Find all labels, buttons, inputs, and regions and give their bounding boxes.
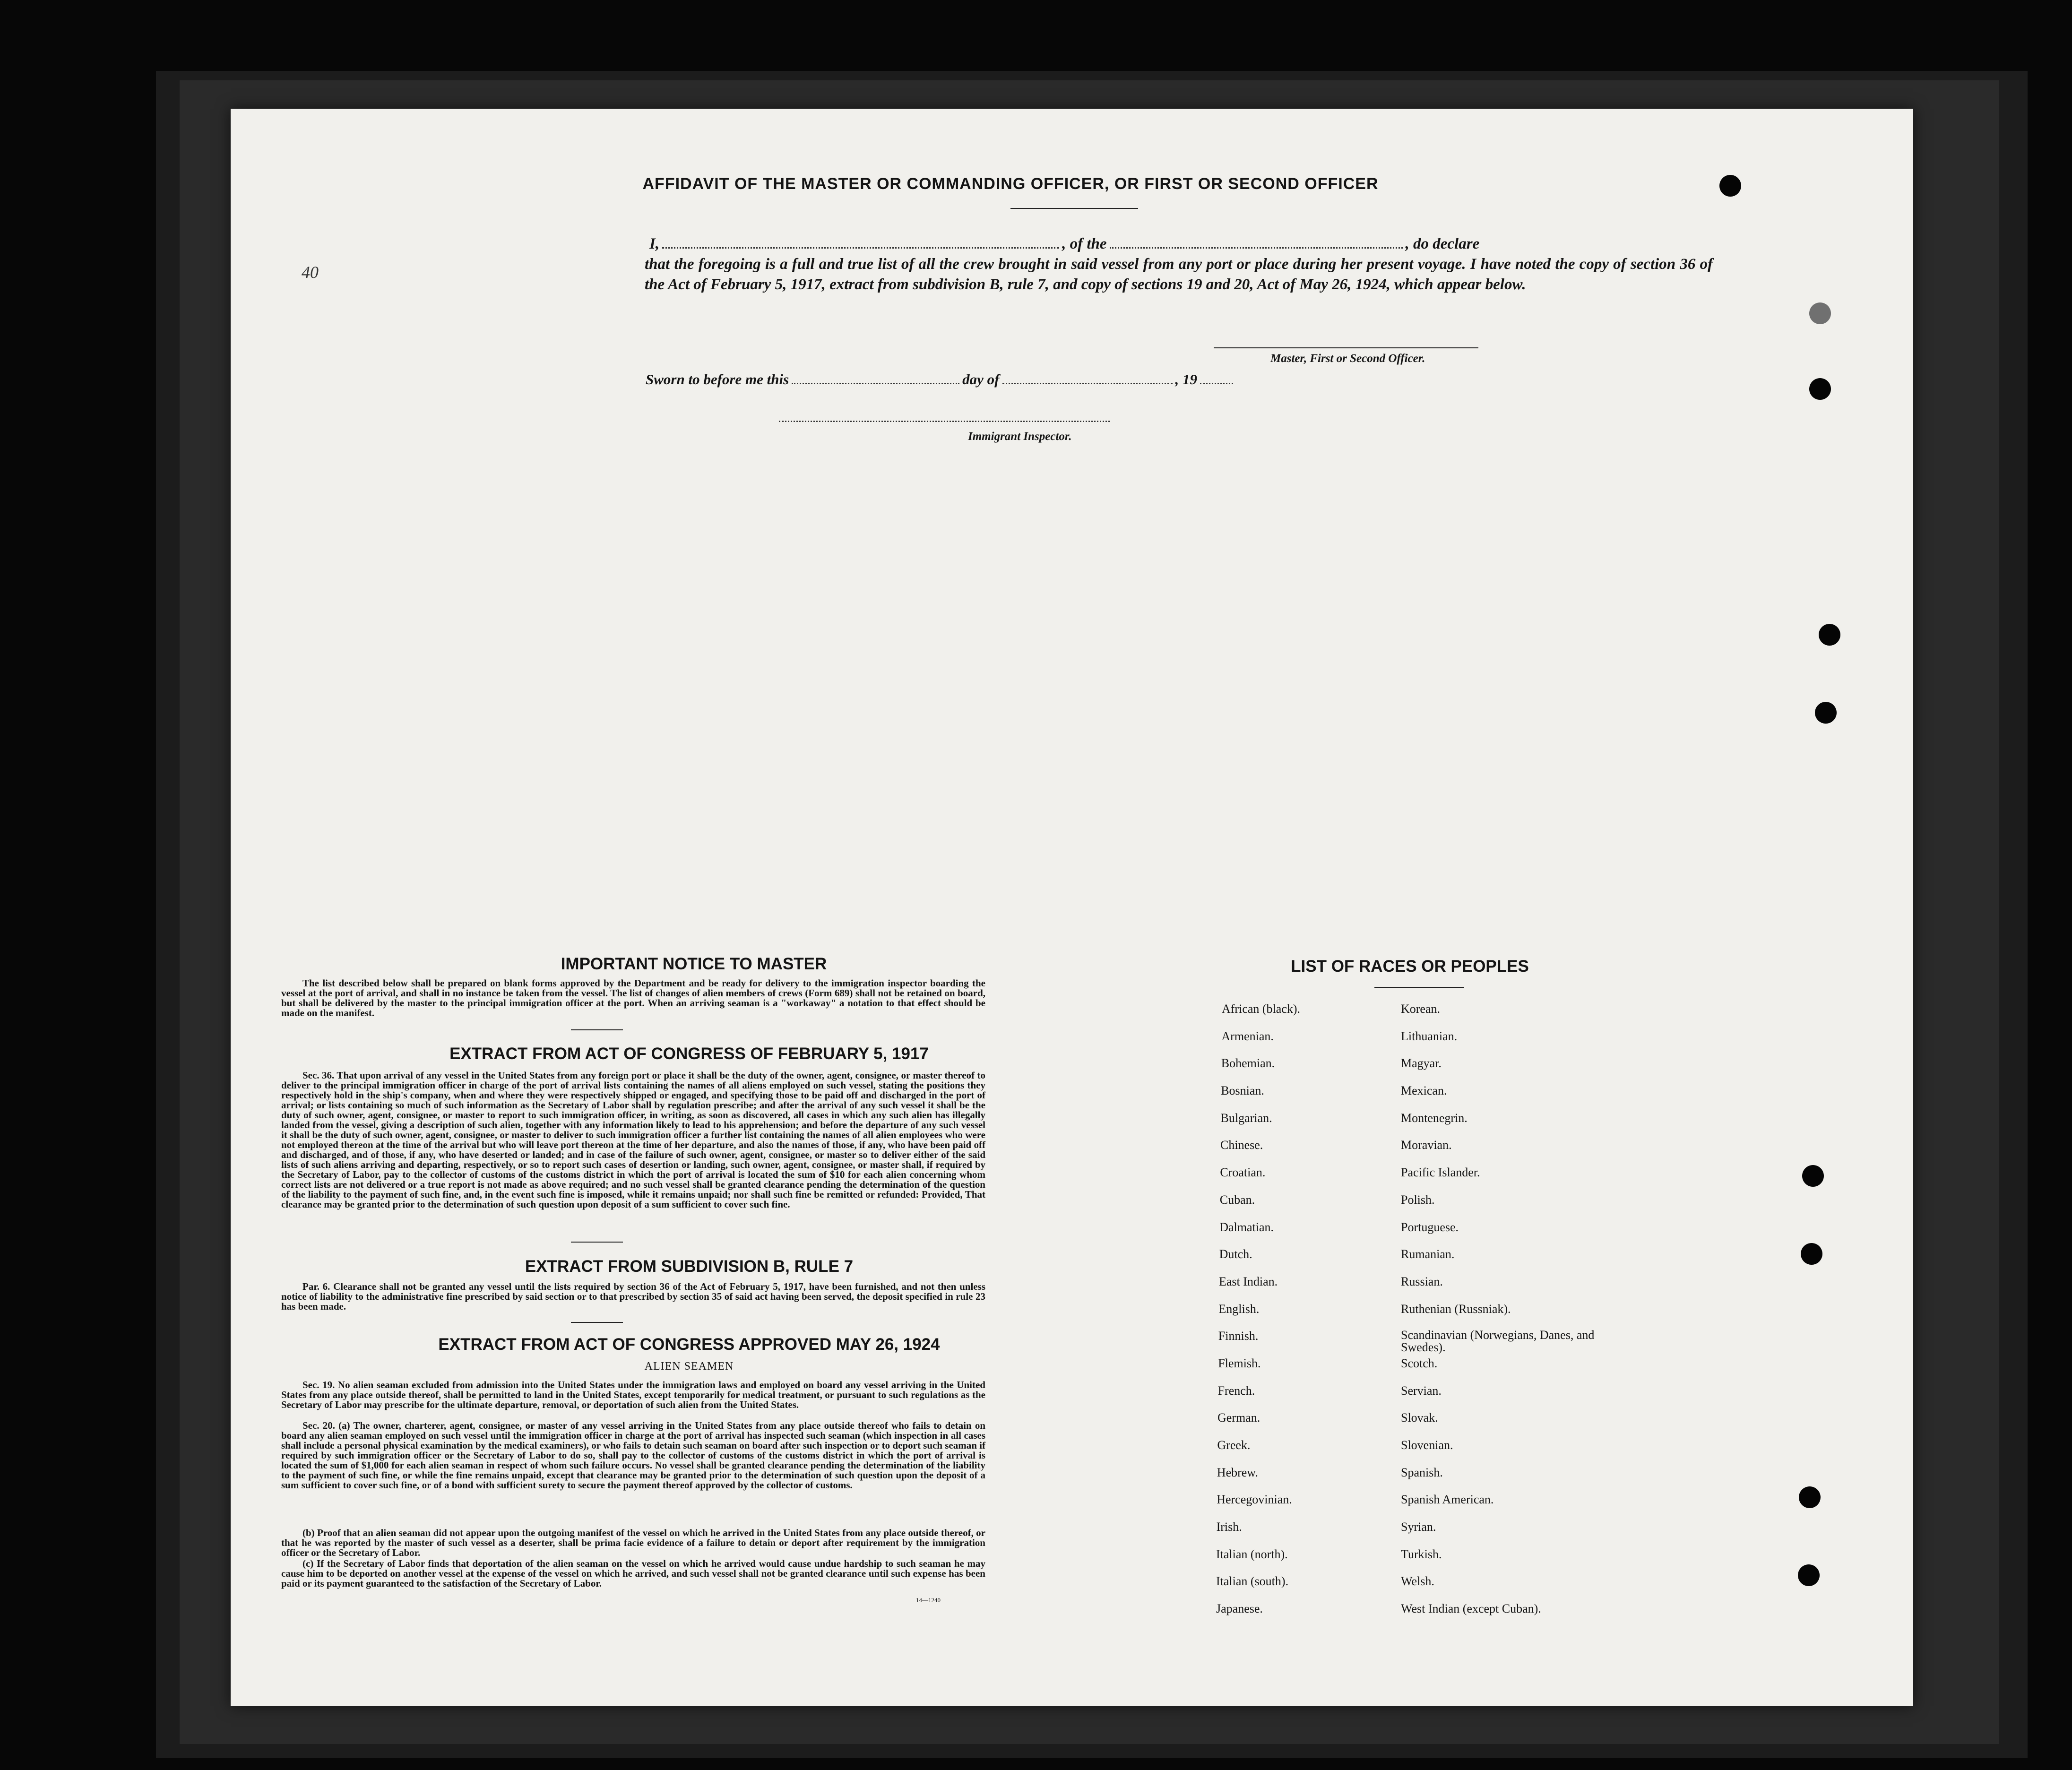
name-blank[interactable] [662,247,1059,249]
notice-text: The list described below shall be prepared on blank forms approved by the Department and be ready for delivery to the immigration inspector boarding the vessel at the port of arrival, and shall in no instance be taken from the vessel. The list of changes of alien members of crews (Form 689) shall not be retained on board, but shall be delivered by the master to the principal immigration officer at the port. When an arriving seaman is a "workaway" a notation to that effect should be made on the manifest. [281,977,985,1019]
race-item: East Indian. [1219,1274,1278,1288]
race-item: Hebrew. [1217,1465,1258,1479]
race-item: Mexican. [1401,1084,1447,1098]
race-item: Bulgarian. [1220,1111,1272,1125]
race-item: Portuguese. [1401,1220,1459,1234]
race-item: Ruthenian (Russniak). [1401,1302,1511,1316]
punch-hole [1809,378,1831,400]
notice-title: IMPORTANT NOTICE TO MASTER [561,955,827,973]
extract-rule7-title: EXTRACT FROM SUBDIVISION B, RULE 7 [525,1257,854,1276]
punch-hole [1798,1564,1820,1586]
master-signature-label: Master, First or Second Officer. [1270,352,1425,365]
form-number: 14—1240 [916,1597,941,1604]
race-item: Pacific Islander. [1401,1166,1480,1180]
affidavit-declaration [645,234,1713,295]
race-item: French. [1217,1383,1255,1398]
race-item: Hercegovinian. [1217,1493,1292,1507]
races-title: LIST OF RACES OR PEOPLES [1291,957,1529,976]
race-item: English. [1218,1302,1260,1316]
sec20c-text: (c) If the Secretary of Labor finds that deportation of the alien seaman on the vessel on which he arrived would cause undue hardship to such seaman he may cause him to be deported on another vessel at the expense of the vessel on which he arrived, and such vessel shall not be granted clearance until such expense has been paid or its payment guaranteed to the satisfaction of the Secretary of Labor. [281,1558,985,1589]
race-item: Lithuanian. [1401,1029,1458,1043]
race-item: African (black). [1222,1002,1301,1016]
race-item: Bohemian. [1221,1056,1275,1071]
race-item: Japanese. [1216,1602,1263,1616]
section-divider [571,1322,623,1323]
sworn-line [646,371,1236,388]
punch-hole [1801,1243,1822,1265]
master-signature-line[interactable] [1214,347,1478,348]
race-item: Moravian. [1401,1138,1452,1152]
do-declare-label: , do declare [1405,235,1480,252]
extract-rule7-text: Par. 6. Clearance shall not be granted any vessel until the lists required by section 36 of the Act of February 5, 1917, have been furnished, and not then unless notice of liability to the administrative fine prescribed by said section or to that prescribed by section 35 of said act having been served, the deposit specified in rule 23 has been made. [281,1281,985,1312]
race-item: Armenian. [1221,1029,1274,1043]
declaration-text: that the foregoing is a full and true list of all the crew brought in said vessel from any port or place during her present voyage. I have noted the copy of section 36 of the Act of February 5, 1917, extract from subdivision B, rule 7, and copy of sections 19 and 20, Act of May 26, 1924, which appear below. [645,256,1713,293]
extract-1917-title: EXTRACT FROM ACT OF CONGRESS OF FEBRUARY 5, 1917 [449,1045,929,1063]
punch-hole [1802,1165,1824,1187]
race-item: Flemish. [1218,1356,1261,1370]
race-item: Croatian. [1220,1166,1266,1180]
race-item: Slovenian. [1401,1438,1453,1452]
extract-1924-title: EXTRACT FROM ACT OF CONGRESS APPROVED MAY 26, 1924 [438,1335,940,1354]
i-label: I, [649,235,660,252]
race-item: Italian (south). [1216,1574,1289,1589]
punch-hole [1799,1486,1821,1508]
inspector-label: Immigrant Inspector. [968,430,1072,443]
race-item: Korean. [1401,1002,1441,1016]
race-item: Spanish. [1401,1465,1443,1479]
section-divider [571,1242,623,1243]
races-column-2 [1398,1002,1597,1629]
sec20a-text: Sec. 20. (a) The owner, charterer, agent, consignee, or master of any vessel arriving in the United States from any place outside thereof who fails to detain on board any alien seaman employed on such vessel until the immigration officer in charge at the port of arrival has inspected such seaman (which inspection in all cases shall include a personal physical examination by the medical examiners), or who fails to detain such seaman on board after such inspection or to deport such seaman if required by such immigration officer or the Secretary of Labor to do so, shall pay to the collector of customs of the customs district in which the port of arrival is located the sum of $1,000 for each alien seaman in respect of whom such failure occurs. No vessel shall be granted clearance pending the determination of the liability to the payment of such fine, or while the fine remains unpaid, except that clearance may be granted prior to the determination of such question upon the deposit of a sum sufficient to cover such fine, or of a bond with sufficient surety to secure the payment thereof approved by the collector of customs. [281,1420,985,1491]
race-item: Dutch. [1219,1247,1252,1261]
race-item: Scotch. [1401,1356,1438,1370]
margin-note: 40 [302,263,319,282]
extract-1917-text: Sec. 36. That upon arrival of any vessel in the United States from any foreign port or place it shall be the duty of the owner, agent, consignee, or master thereof to deliver to the principal immigration officer in charge of the port of arrival lists containing the names of all aliens employed on such vessel, stating the positions they respectively hold in the ship's company, when and where they were respectively shipped or engaged, and specifying those to be paid off and discharged in the port of arrival; or lists containing so much of such information as the Secretary of Labor shall by regulation prescribe; and after the arrival of any such vessel it shall be the duty of such owner, agent, consignee, or master to report to such immigration officer, in writing, as soon as discovered, all cases in which any such alien has illegally landed from the vessel, giving a description of such alien, together with any information likely to lead to his apprehension; and before the departure of any such vessel it shall be the duty of such owner, agent, consignee, or master to deliver to such immigration officer a further list containing the names of all alien employees who were not employed thereon at the time of the arrival but who will leave port thereon at the time of her departure, and also the names of those, if any, who have been paid off and discharged, and of those, if any, who have deserted or landed; and in case of the failure of such owner, agent, consignee, or master so to deliver either of the said lists of such aliens arriving and departing, respectively, or so to report such cases of desertion or landing, such owner, agent, consignee, or master shall, if required by the Secretary of Labor, pay to the collector of customs of the customs district in which the port of arrival is located the sum of $10 for each alien concerning whom correct lists are not delivered or a true report is not made as above required; and no such vessel shall be granted clearance pending the determination of the question of the liability to the payment of such fine, and, in the event such fine is imposed, while it remains unpaid; nor shall such fine be remitted or refunded: Provided, That clearance may be granted prior to the determination of such question upon deposit of a sum sufficient to cover such fine. [281,1070,985,1210]
title-divider [1010,208,1138,209]
race-item: Rumanian. [1401,1247,1455,1261]
race-item: Cuban. [1219,1192,1255,1207]
inspector-signature-line[interactable] [779,421,1110,422]
section-divider [571,1029,623,1030]
day-of-label: day of [962,371,1000,388]
of-the-label: , of the [1062,235,1107,252]
race-item: Bosnian. [1221,1084,1264,1098]
race-item: Polish. [1401,1192,1435,1207]
vessel-blank[interactable] [1110,247,1403,249]
document-page [231,109,1913,1706]
race-item: Welsh. [1401,1574,1434,1589]
punch-hole [1719,175,1741,197]
race-item: Chinese. [1220,1138,1263,1152]
month-blank[interactable] [1002,383,1173,384]
year-blank[interactable] [1200,383,1233,384]
race-item: Syrian. [1401,1520,1436,1534]
race-item: Magyar. [1401,1056,1442,1071]
race-item: Slovak. [1401,1411,1438,1425]
race-item: Montenegrin. [1401,1111,1468,1125]
punch-hole [1819,624,1840,646]
race-item: Italian (north). [1216,1547,1288,1561]
race-item: Scandinavian (Norwegians, Danes, and Swedes). [1401,1328,1595,1355]
race-item: German. [1217,1411,1260,1425]
sec19-text: Sec. 19. No alien seaman excluded from admission into the United States under the immigration laws and employed on board any vessel arriving in the United States from any place outside thereof, shall be permitted to land in the United States, except temporarily for medical treatment, or pursuant to such regulations as the Secretary of Labor may prescribe for the ultimate departure, removal, or deportation of such alien from the United States. [281,1379,985,1410]
race-item: Dalmatian. [1219,1220,1274,1234]
punch-hole [1815,702,1837,724]
day-blank[interactable] [792,383,959,384]
race-item: West Indian (except Cuban). [1401,1602,1541,1616]
races-column-1 [1216,1002,1386,1629]
affidavit-title: AFFIDAVIT OF THE MASTER OR COMMANDING OFFICER, OR FIRST OR SECOND OFFICER [642,175,1379,193]
race-item: Turkish. [1401,1547,1442,1561]
race-item: Russian. [1401,1274,1443,1288]
year-label: , 19 [1175,371,1197,388]
sworn-label: Sworn to before me this [646,371,789,388]
race-item: Servian. [1401,1383,1442,1398]
punch-hole [1809,302,1831,324]
race-item: Greek. [1217,1438,1251,1452]
sec20b-text: (b) Proof that an alien seaman did not appear upon the outgoing manifest of the vessel on which he arrived in the United States from any place outside thereof, or that he was reported by the master of such vessel as a deserter, shall be prima facie evidence of a failure to detain or deport after requirement by the immigration officer or the Secretary of Labor. [281,1527,985,1558]
races-divider [1374,987,1464,988]
alien-seamen-subtitle: ALIEN SEAMEN [644,1360,734,1373]
race-item: Spanish American. [1401,1493,1494,1507]
race-item: Finnish. [1218,1329,1259,1343]
race-item: Irish. [1216,1520,1242,1534]
